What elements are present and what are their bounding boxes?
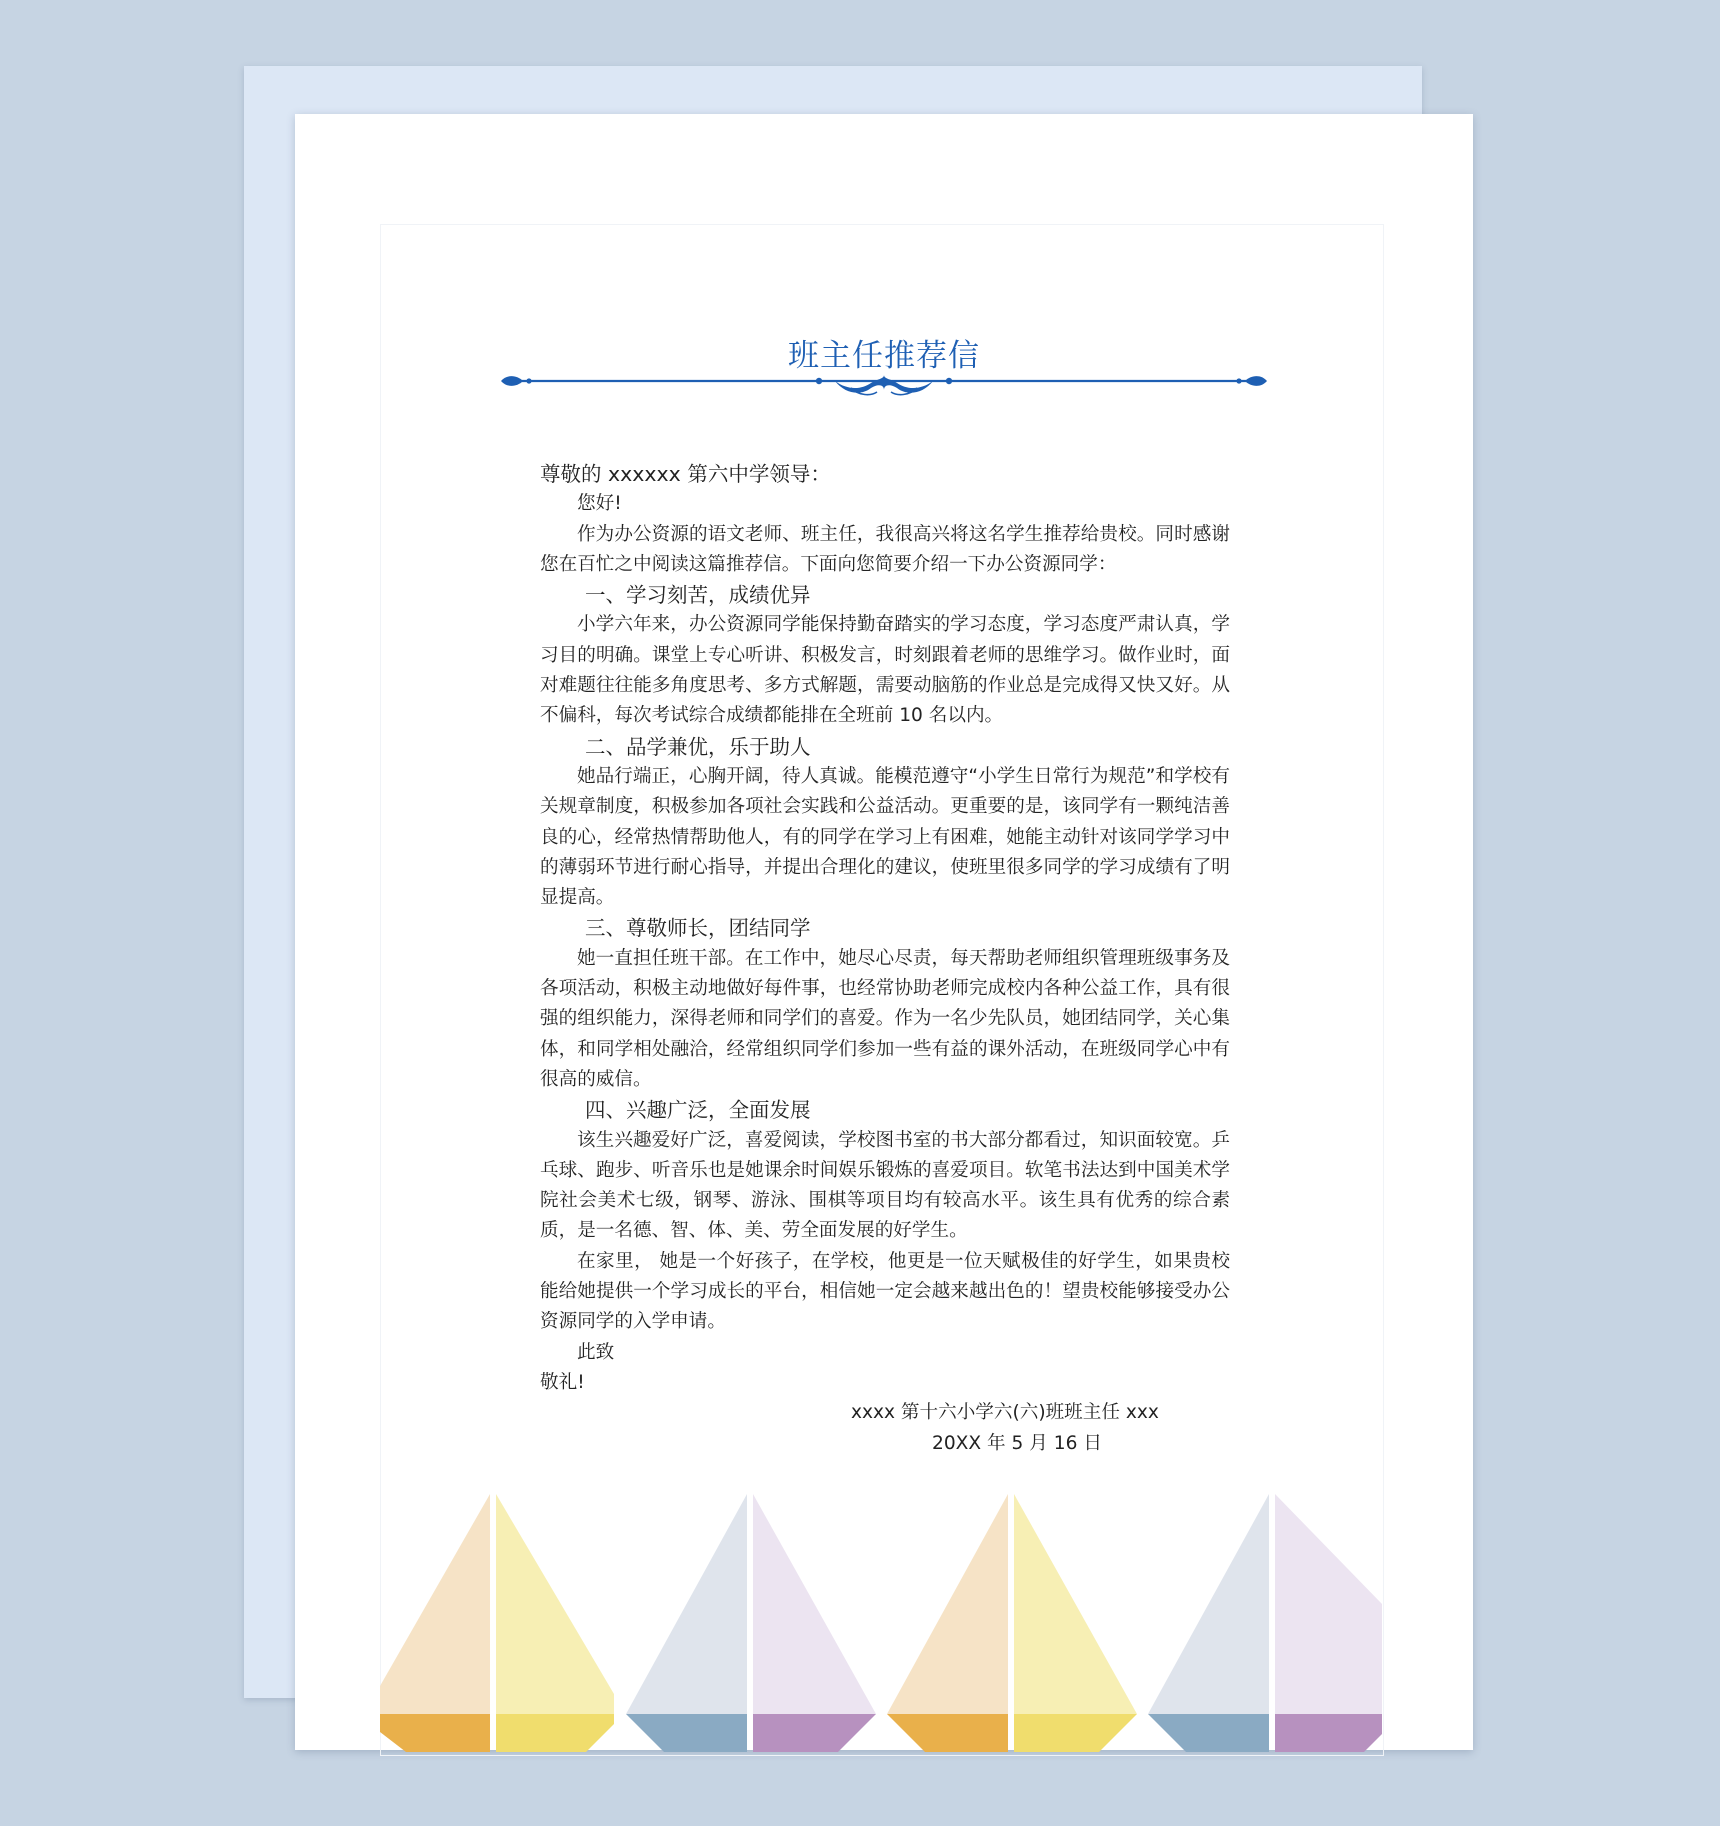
paragraph: 该生兴趣爱好广泛，喜爱阅读，学校图书室的书大部分都看过，知识面较宽。乒乓球、跑步、听音乐也是她课余时间娱乐锻炼的喜爱项目。软笔书法达到中国美术学院社会美术七级，钢琴、游泳、围棋等项目均有较高水平。该生具有优秀的综合素质，是一名德、智、体、美、劳全面发展的好学生。 bbox=[540, 1129, 1230, 1242]
paragraph: 她品行端正，心胸开阔，待人真诚。能模范遵守“小学生日常行为规范”和学校有关规章制度，积极参加各项社会实践和公益活动。更重要的是，该同学有一颗纯洁善良的心，经常热情帮助他人，有的同学在学习上有困难，她能主动针对该同学学习中的薄弱环节进行耐心指导，并提出合理化的建议，使班里很多同学的学习成绩有了明显提高。 bbox=[540, 765, 1230, 909]
paragraph: 小学六年来，办公资源同学能保持勤奋踏实的学习态度，学习态度严肃认真，学习目的明确。课堂上专心听讲、积极发言，时刻跟着老师的思维学习。做作业时，面对难题往往能多角度思考、多方式解题，需要动脑筋的作业总是完成得又快又好。从不偏科，每次考试综合成绩都能排在全班前 10 名以内。 bbox=[540, 614, 1230, 727]
paragraph: 她一直担任班干部。在工作中，她尽心尽责，每天帮助老师组织管理班级事务及各项活动，积极主动地做好每件事，也经常协助老师完成校内各种公益工作，具有很强的组织能力，深得老师和同学们的喜爱。作为一名少先队员，她团结同学，关心集体，和同学相处融洽，经常组织同学们参加一些有益的课外活动，在班级同学心中有很高的威信。 bbox=[540, 947, 1230, 1090]
paragraph: 作为办公资源的语文老师、班主任，我很高兴将这名学生推荐给贵校。同时感谢您在百忙之中阅读这篇推荐信。下面向您简要介绍一下办公资源同学： bbox=[540, 523, 1230, 575]
sailboat-icon bbox=[1148, 1494, 1382, 1752]
paragraph: 您好! bbox=[577, 493, 622, 515]
section-heading: 三、尊敬师长，团结同学 bbox=[585, 916, 811, 941]
closing-salute: 敬礼! bbox=[540, 1371, 585, 1393]
letter-page bbox=[295, 114, 1473, 1750]
title-ornament-icon bbox=[499, 370, 1269, 400]
sailboat-row-decoration bbox=[380, 1476, 1382, 1756]
section-heading: 一、学习刻苦，成绩优异 bbox=[585, 583, 811, 608]
signature: xxxx 第十六小学六(六)班班主任 xxx bbox=[851, 1402, 1159, 1424]
closing-phrase: 此致 bbox=[577, 1341, 615, 1363]
letter-title: 班主任推荐信 bbox=[788, 338, 980, 374]
sailboat-icon bbox=[626, 1494, 876, 1752]
paragraph: 在家里， 她是一个好孩子，在学校，他更是一位天赋极佳的好学生，如果贵校能给她提供一个学习成长的平台，相信她一定会越来越出色的！望贵校能够接受办公资源同学的入学申请。 bbox=[540, 1250, 1230, 1333]
section-heading: 四、兴趣广泛，全面发展 bbox=[585, 1098, 811, 1123]
section-heading: 二、品学兼优，乐于助人 bbox=[585, 734, 811, 759]
sailboat-icon bbox=[887, 1494, 1137, 1752]
sailboat-icon bbox=[380, 1494, 614, 1752]
letter-date: 20XX 年 5 月 16 日 bbox=[932, 1432, 1102, 1454]
salutation: 尊敬的 xxxxxx 第六中学领导： bbox=[540, 462, 831, 486]
letter-body bbox=[540, 459, 1230, 1459]
